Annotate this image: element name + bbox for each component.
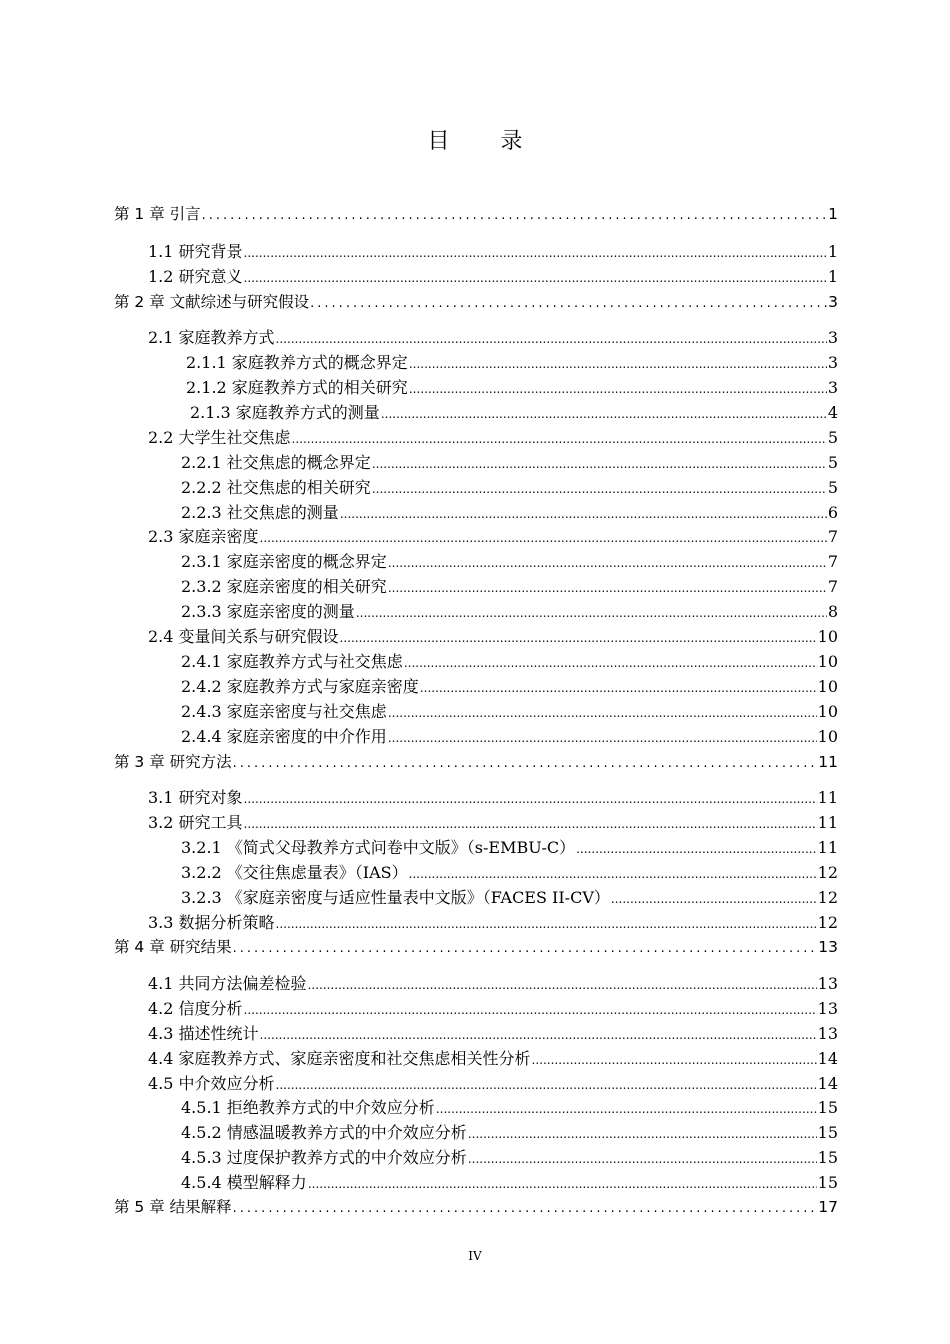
toc-entry[interactable] xyxy=(186,378,838,399)
toc-entry-label: 2.4.4 家庭亲密度的中介作用 xyxy=(181,727,387,746)
toc-entry-page: 10 xyxy=(817,677,838,696)
toc-entry-label: 2.1 家庭教养方式 xyxy=(148,328,275,347)
toc-entry-label: 2.1.1 家庭教养方式的概念界定 xyxy=(186,353,408,372)
dot-leader xyxy=(388,728,817,748)
toc-entry[interactable] xyxy=(181,838,838,859)
toc-entry-page: 8 xyxy=(827,602,838,621)
toc-entry[interactable] xyxy=(181,677,838,698)
toc-entry-label: 1.1 研究背景 xyxy=(148,242,243,261)
toc-entry-label: 2.4.2 家庭教养方式与家庭亲密度 xyxy=(181,677,419,696)
toc-entry-page: 3 xyxy=(827,378,838,397)
toc-entry-page: 13 xyxy=(817,1024,838,1043)
toc-entry-label: 4.4 家庭教养方式、家庭亲密度和社交焦虑相关性分析 xyxy=(148,1049,531,1068)
dot-leader xyxy=(260,1025,817,1045)
toc-entry[interactable] xyxy=(148,328,838,349)
toc-entry-page: 3 xyxy=(827,328,838,347)
toc-entry-page: 14 xyxy=(817,1074,838,1093)
toc-entry-label: 2.3 家庭亲密度 xyxy=(148,527,259,546)
toc-entry-label: 2.2.3 社交焦虑的测量 xyxy=(181,503,339,522)
toc-entry-label: 3.1 研究对象 xyxy=(148,788,243,807)
dot-leader xyxy=(244,243,827,263)
toc-entry-label: 3.2.2 《交往焦虑量表》（IAS） xyxy=(181,863,408,882)
toc-entry-label: 2.4.1 家庭教养方式与社交焦虑 xyxy=(181,652,403,671)
toc-entry[interactable] xyxy=(181,863,838,884)
toc-entry-page: 1 xyxy=(827,267,838,286)
toc-entry-label: 2.2.1 社交焦虑的概念界定 xyxy=(181,453,371,472)
dot-leader xyxy=(244,1000,817,1020)
toc-entry[interactable] xyxy=(181,552,838,573)
dot-leader xyxy=(409,354,827,374)
toc-entry[interactable] xyxy=(148,813,838,834)
toc-entry-label: 1.2 研究意义 xyxy=(148,267,243,286)
toc-entry-label: 2.3.2 家庭亲密度的相关研究 xyxy=(181,577,387,596)
toc-entry-label: 4.5.3 过度保护教养方式的中介效应分析 xyxy=(181,1148,467,1167)
dot-leader xyxy=(244,268,827,288)
toc-entry-label: 4.2 信度分析 xyxy=(148,999,243,1018)
dot-leader xyxy=(409,379,827,399)
toc-entry[interactable] xyxy=(148,974,838,995)
toc-entry[interactable] xyxy=(181,453,838,474)
dot-leader xyxy=(388,703,817,723)
toc-entry-label: 第 4 章 研究结果 xyxy=(114,938,232,956)
toc-entry-label: 2.2 大学生社交焦虑 xyxy=(148,428,291,447)
toc-entry[interactable] xyxy=(181,478,838,499)
toc-entry-label: 第 1 章 引言 xyxy=(114,205,201,223)
toc-entry-page: 10 xyxy=(817,627,838,646)
dot-leader xyxy=(388,553,827,573)
dot-leader xyxy=(372,454,827,474)
dot-leader xyxy=(532,1050,817,1070)
toc-entry[interactable] xyxy=(148,1024,838,1045)
toc-entry-page: 5 xyxy=(827,453,838,472)
toc-entry-label: 4.5 中介效应分析 xyxy=(148,1074,275,1093)
toc-entry-label: 3.3 数据分析策略 xyxy=(148,913,275,932)
toc-entry-page: 12 xyxy=(817,888,838,907)
toc-entry-page: 13 xyxy=(817,999,838,1018)
toc-entry-page: 7 xyxy=(827,527,838,546)
toc-entry[interactable] xyxy=(181,503,838,524)
dot-leader xyxy=(388,578,827,598)
toc-entry-label: 4.5.1 拒绝教养方式的中介效应分析 xyxy=(181,1098,435,1117)
toc-entry[interactable] xyxy=(148,1074,838,1095)
toc-entry-label: 2.3.1 家庭亲密度的概念界定 xyxy=(181,552,387,571)
toc-entry[interactable] xyxy=(181,1098,838,1119)
toc-entry-page: 7 xyxy=(827,577,838,596)
toc-entry-page: 5 xyxy=(827,478,838,497)
dot-leader xyxy=(404,653,817,673)
toc-entry-page: 6 xyxy=(827,503,838,522)
toc-entry-page: 4 xyxy=(827,403,838,422)
toc-entry[interactable] xyxy=(181,652,838,673)
toc-entry-label: 3.2 研究工具 xyxy=(148,813,243,832)
dot-leader xyxy=(292,429,827,449)
toc-entry[interactable] xyxy=(148,527,838,548)
dot-leader xyxy=(409,864,817,884)
dot-leader xyxy=(468,1149,817,1169)
toc-entry-label: 3.2.1 《简式父母教养方式问卷中文版》（s-EMBU-C） xyxy=(181,838,576,857)
dot-leader xyxy=(244,789,817,809)
dot-leader xyxy=(340,628,817,648)
toc-entry[interactable] xyxy=(181,1148,838,1169)
toc-entry[interactable] xyxy=(148,428,838,449)
toc-entry-label: 2.2.2 社交焦虑的相关研究 xyxy=(181,478,371,497)
toc-entry-page: 15 xyxy=(817,1098,838,1117)
toc-entry-page: 3 xyxy=(827,353,838,372)
toc-entry[interactable] xyxy=(114,292,838,314)
toc-entry-label: 2.1.3 家庭教养方式的测量 xyxy=(190,403,380,422)
toc-entry[interactable] xyxy=(181,702,838,723)
toc-entry-label: 2.3.3 家庭亲密度的测量 xyxy=(181,602,355,621)
dot-leader xyxy=(202,206,827,226)
toc-entry[interactable] xyxy=(186,353,838,374)
toc-entry[interactable] xyxy=(148,1049,838,1070)
toc-entry[interactable] xyxy=(148,913,838,934)
toc-entry-page: 17 xyxy=(818,1198,838,1216)
dot-leader xyxy=(310,294,827,314)
toc-entry-page: 11 xyxy=(817,838,838,857)
page-title: 目 录 xyxy=(427,129,545,154)
dot-leader xyxy=(611,889,817,909)
dot-leader xyxy=(260,528,827,548)
dot-leader xyxy=(233,939,818,959)
dot-leader xyxy=(244,814,817,834)
dot-leader xyxy=(233,1199,818,1219)
toc-entry-label: 第 5 章 结果解释 xyxy=(114,1198,232,1216)
toc-entry-page: 7 xyxy=(827,552,838,571)
toc-entry-page: 15 xyxy=(817,1173,838,1192)
toc-entry-page: 12 xyxy=(817,913,838,932)
dot-leader xyxy=(276,329,827,349)
toc-entry[interactable] xyxy=(114,937,838,959)
toc-entry-page: 12 xyxy=(817,863,838,882)
toc-entry-page: 11 xyxy=(817,813,838,832)
page-number: IV xyxy=(468,1249,482,1263)
dot-leader xyxy=(308,975,817,995)
toc-entry-page: 13 xyxy=(817,974,838,993)
toc-entry-page: 1 xyxy=(827,242,838,261)
toc-entry[interactable] xyxy=(181,1123,838,1144)
toc-entry[interactable] xyxy=(148,242,838,263)
toc-entry-label: 4.5.2 情感温暖教养方式的中介效应分析 xyxy=(181,1123,467,1142)
toc-entry-page: 13 xyxy=(818,938,838,956)
dot-leader xyxy=(381,404,827,424)
toc-entry-label: 4.1 共同方法偏差检验 xyxy=(148,974,307,993)
toc-entry[interactable] xyxy=(148,788,838,809)
toc-entry-page: 10 xyxy=(817,727,838,746)
toc-entry-page: 10 xyxy=(817,652,838,671)
toc-entry-page: 3 xyxy=(828,293,838,311)
toc-entry-page: 15 xyxy=(817,1123,838,1142)
toc-entry-label: 4.5.4 模型解释力 xyxy=(181,1173,307,1192)
toc-entry[interactable] xyxy=(114,204,838,226)
dot-leader xyxy=(233,754,818,774)
dot-leader xyxy=(276,914,817,934)
toc-entry-label: 第 2 章 文献综述与研究假设 xyxy=(114,293,310,311)
toc-entry[interactable] xyxy=(181,888,838,909)
toc-entry-label: 2.1.2 家庭教养方式的相关研究 xyxy=(186,378,408,397)
toc-entry-page: 1 xyxy=(828,205,838,223)
toc-entry[interactable] xyxy=(148,999,838,1020)
dot-leader xyxy=(276,1075,817,1095)
dot-leader xyxy=(356,603,827,623)
toc-entry-page: 10 xyxy=(817,702,838,721)
toc-entry-page: 14 xyxy=(817,1049,838,1068)
dot-leader xyxy=(372,479,827,499)
toc-entry[interactable] xyxy=(190,403,838,424)
toc-entry[interactable] xyxy=(114,1197,838,1219)
toc-entry-label: 3.2.3 《家庭亲密度与适应性量表中文版》（FACES II-CV） xyxy=(181,888,610,907)
dot-leader xyxy=(436,1099,817,1119)
toc-entry-page: 5 xyxy=(827,428,838,447)
toc-entry-page: 11 xyxy=(818,753,838,771)
dot-leader xyxy=(340,504,827,524)
toc-entry[interactable] xyxy=(114,752,838,774)
toc-entry-page: 11 xyxy=(817,788,838,807)
toc-entry-label: 2.4 变量间关系与研究假设 xyxy=(148,627,339,646)
toc-entry-page: 15 xyxy=(817,1148,838,1167)
toc-entry[interactable] xyxy=(148,627,838,648)
dot-leader xyxy=(576,839,817,859)
toc-entry[interactable] xyxy=(181,577,838,598)
toc-entry-label: 第 3 章 研究方法 xyxy=(114,753,232,771)
dot-leader xyxy=(468,1124,817,1144)
toc-entry[interactable] xyxy=(181,602,838,623)
toc-entry-label: 2.4.3 家庭亲密度与社交焦虑 xyxy=(181,702,387,721)
dot-leader xyxy=(308,1174,817,1194)
dot-leader xyxy=(420,678,817,698)
toc-entry[interactable] xyxy=(148,267,838,288)
toc-entry[interactable] xyxy=(181,1173,838,1194)
toc-entry[interactable] xyxy=(181,727,838,748)
toc-entry-label: 4.3 描述性统计 xyxy=(148,1024,259,1043)
